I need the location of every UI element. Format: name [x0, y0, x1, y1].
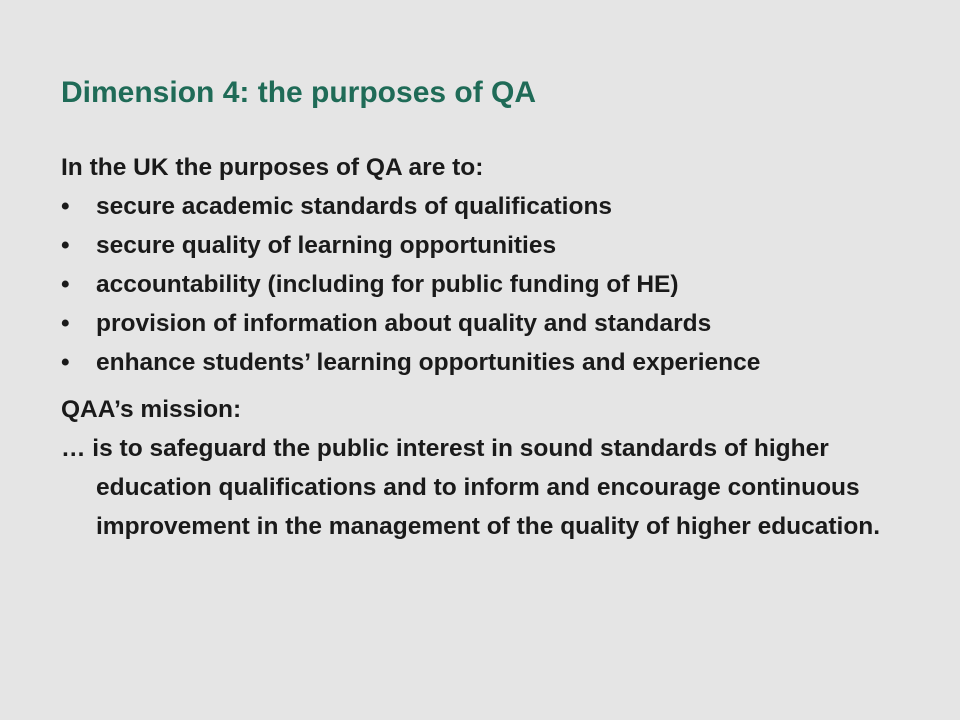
- list-item-text: enhance students’ learning opportunities and experience: [96, 349, 761, 376]
- list-item-text: secure quality of learning opportunities: [96, 232, 557, 259]
- list-item: [61, 304, 931, 343]
- bullet-icon: •: [61, 193, 70, 220]
- bullet-icon: •: [61, 349, 70, 376]
- list-item-text: accountability (including for public funding of HE): [96, 271, 679, 298]
- slide-body: [61, 148, 931, 546]
- purposes-list: [61, 187, 931, 382]
- list-item: [61, 265, 931, 304]
- bullet-icon: •: [61, 310, 70, 337]
- list-item: [61, 226, 931, 265]
- mission-heading: QAA’s mission:: [61, 396, 242, 423]
- intro-text: In the UK the purposes of QA are to:: [61, 154, 484, 181]
- bullet-icon: •: [61, 271, 70, 298]
- mission-text: … is to safeguard the public interest in sound standards of higher education qualifications and to inform and encourage continuous improvement in the management of the quality of higher education.: [61, 435, 881, 540]
- slide-title: Dimension 4: the purposes of QA: [61, 76, 537, 109]
- bullet-icon: •: [61, 232, 70, 259]
- list-item: [61, 187, 931, 226]
- list-item-text: provision of information about quality and standards: [96, 310, 712, 337]
- list-item: [61, 343, 931, 382]
- list-item-text: secure academic standards of qualifications: [96, 193, 613, 220]
